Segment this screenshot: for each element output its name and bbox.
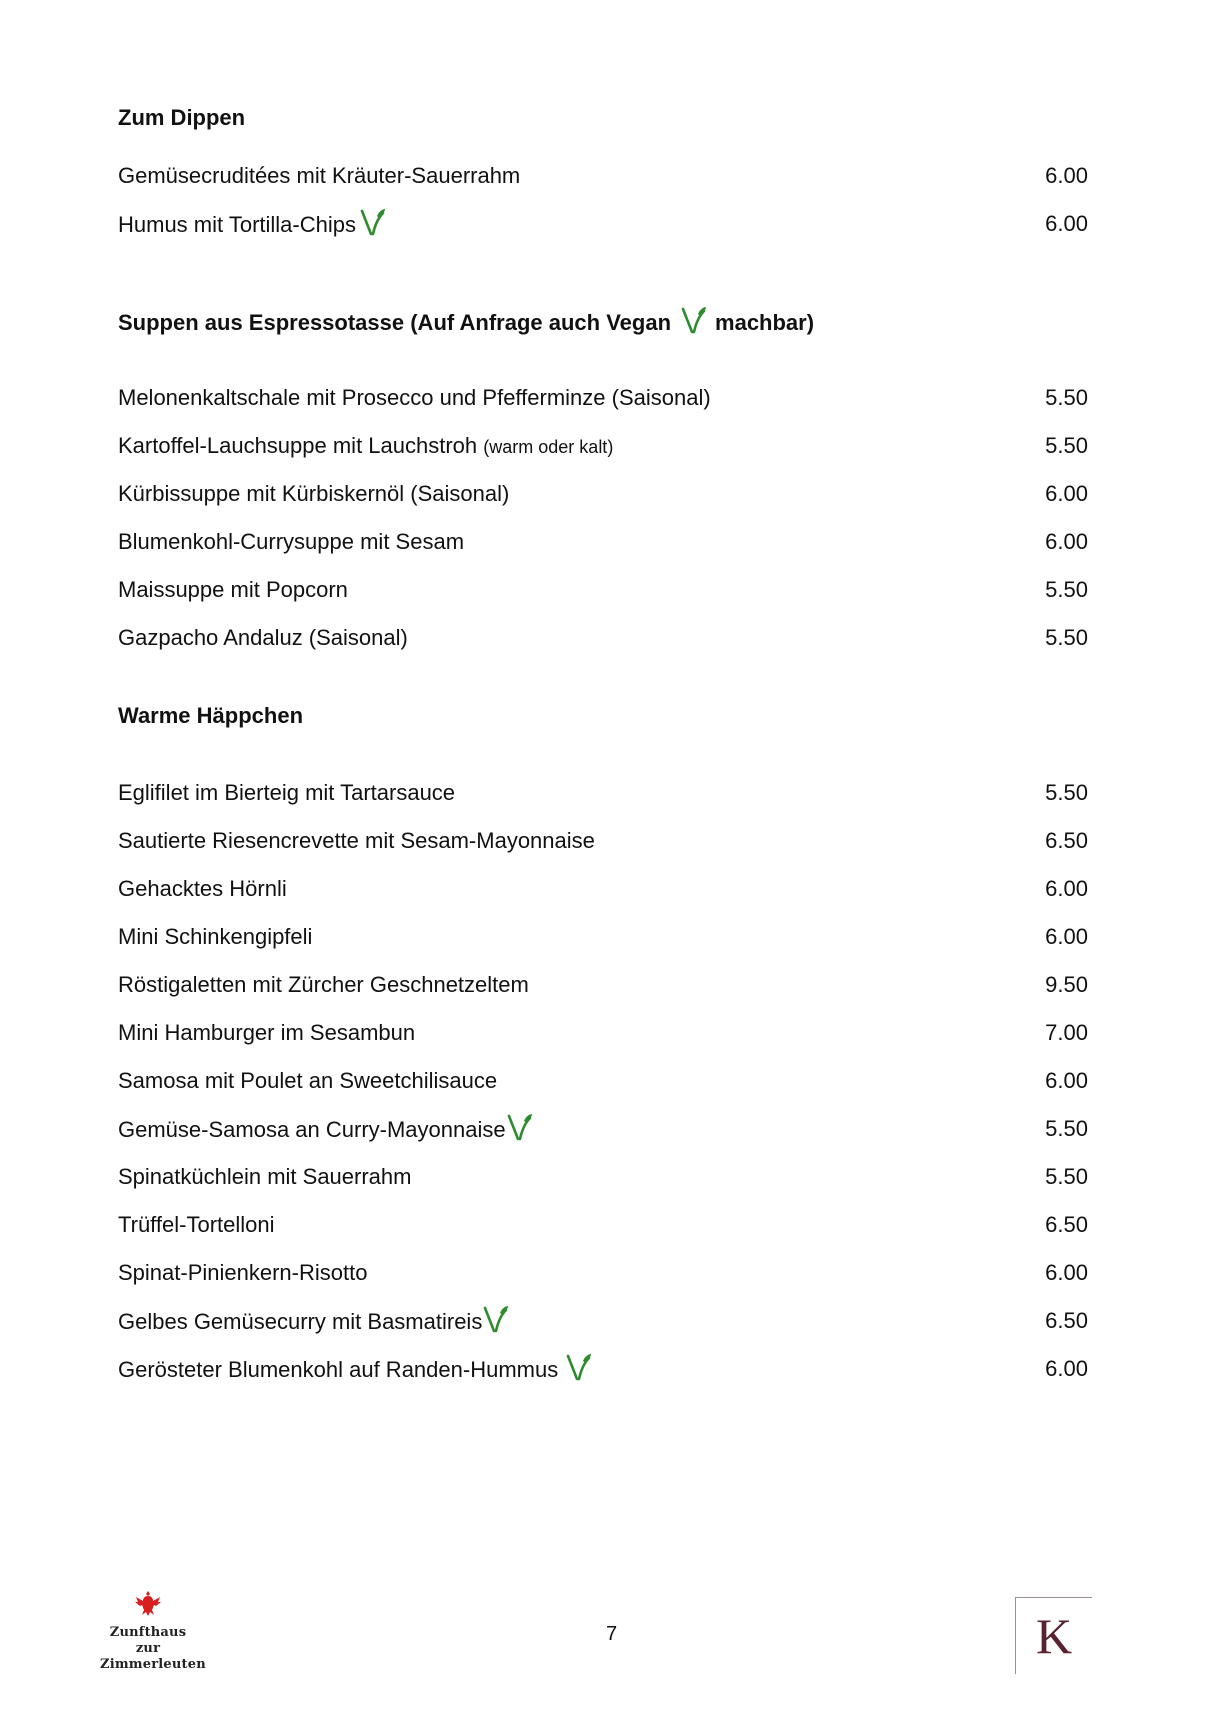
menu-item xyxy=(118,1257,1088,1289)
item-price: 6.50 xyxy=(1045,1212,1088,1237)
menu-item xyxy=(118,478,1088,510)
item-name: Humus mit Tortilla-Chips xyxy=(118,212,356,237)
menu-item xyxy=(118,777,1088,809)
vegan-leaf-icon xyxy=(360,208,386,236)
item-name: Blumenkohl-Currysuppe mit Sesam xyxy=(118,529,465,554)
item-name: Gerösteter Blumenkohl auf Randen-Hummus xyxy=(118,1357,559,1382)
item-name: Kartoffel-Lauchsuppe mit Lauchstroh xyxy=(118,433,478,458)
item-price: 6.00 xyxy=(1045,1356,1088,1381)
logo-text-line3: Zimmerleuten xyxy=(100,1657,206,1672)
menu-item xyxy=(118,1353,1088,1385)
item-price: 5.50 xyxy=(1045,625,1088,650)
item-name: Gazpacho Andaluz (Saisonal) xyxy=(118,625,408,650)
item-price: 5.50 xyxy=(1045,1164,1088,1189)
item-name: Maissuppe mit Popcorn xyxy=(118,577,348,602)
k-logo-letter: K xyxy=(1035,1608,1073,1664)
vegan-leaf-icon xyxy=(566,1353,592,1381)
menu-item xyxy=(118,382,1088,414)
vegan-leaf-icon xyxy=(681,306,707,334)
section-title-suppen xyxy=(118,306,814,337)
menu-item xyxy=(118,160,1088,192)
menu-item xyxy=(118,1305,1088,1337)
item-price: 5.50 xyxy=(1045,433,1088,458)
item-price: 6.00 xyxy=(1045,211,1088,236)
page-number: 7 xyxy=(605,1623,618,1645)
logo-text-line1: Zunfthaus xyxy=(109,1625,187,1640)
menu-item xyxy=(118,430,1088,462)
item-price: 6.50 xyxy=(1045,1308,1088,1333)
menu-item xyxy=(118,969,1088,1001)
item-price: 5.50 xyxy=(1045,577,1088,602)
section-title-dippen: Zum Dippen xyxy=(118,105,246,130)
item-price: 6.00 xyxy=(1045,529,1088,554)
section-title-haeppchen: Warme Häppchen xyxy=(118,703,304,728)
item-name: Samosa mit Poulet an Sweetchilisauce xyxy=(118,1068,498,1093)
menu-item xyxy=(118,1209,1088,1241)
menu-item xyxy=(118,1017,1088,1049)
menu-item xyxy=(118,921,1088,953)
item-name: Gehacktes Hörnli xyxy=(118,876,287,901)
item-name: Spinatküchlein mit Sauerrahm xyxy=(118,1164,412,1189)
menu-item xyxy=(118,526,1088,558)
item-price: 6.50 xyxy=(1045,828,1088,853)
item-price: 6.00 xyxy=(1045,924,1088,949)
section-title-suppen-part1: Suppen aus Espressotasse (Auf Anfrage auch Vegan xyxy=(118,310,672,335)
vegan-leaf-icon xyxy=(483,1305,509,1333)
item-name: Mini Hamburger im Sesambun xyxy=(118,1020,416,1045)
item-price: 7.00 xyxy=(1045,1020,1088,1045)
item-price: 5.50 xyxy=(1045,385,1088,410)
item-price: 5.50 xyxy=(1045,1116,1088,1141)
menu-item xyxy=(118,208,1088,240)
section-title-suppen-part2: machbar) xyxy=(715,310,815,335)
item-note: (warm oder kalt) xyxy=(483,437,614,457)
item-name: Spinat-Pinienkern-Risotto xyxy=(118,1260,368,1285)
item-price: 6.00 xyxy=(1045,163,1088,188)
item-name: Gemüse-Samosa an Curry-Mayonnaise xyxy=(118,1117,506,1142)
item-name: Gemüsecruditées mit Kräuter-Sauerrahm xyxy=(118,163,521,188)
item-price: 5.50 xyxy=(1045,780,1088,805)
eagle-crest-icon xyxy=(100,1588,196,1623)
menu-item xyxy=(118,1161,1088,1193)
item-name: Melonenkaltschale mit Prosecco und Pfefferminze (Saisonal) xyxy=(118,385,711,410)
menu-item xyxy=(118,1065,1088,1097)
item-price: 6.00 xyxy=(1045,876,1088,901)
menu-item xyxy=(118,825,1088,857)
item-price: 6.00 xyxy=(1045,1260,1088,1285)
item-name: Sautierte Riesencrevette mit Sesam-Mayonnaise xyxy=(118,828,595,853)
item-name: Eglifilet im Bierteig mit Tartarsauce xyxy=(118,780,456,805)
item-name: Röstigaletten mit Zürcher Geschnetzeltem xyxy=(118,972,529,997)
menu-item xyxy=(118,1113,1088,1145)
menu-item xyxy=(118,622,1088,654)
logo-text-line2: zur xyxy=(135,1641,161,1656)
item-name: Mini Schinkengipfeli xyxy=(118,924,313,949)
k-logo xyxy=(1015,1597,1092,1674)
item-price: 9.50 xyxy=(1045,972,1088,997)
menu-item xyxy=(118,574,1088,606)
item-price: 6.00 xyxy=(1045,481,1088,506)
vegan-leaf-icon xyxy=(507,1113,533,1141)
item-name: Gelbes Gemüsecurry mit Basmatireis xyxy=(118,1309,483,1334)
menu-item xyxy=(118,873,1088,905)
item-name: Kürbissuppe mit Kürbiskernöl (Saisonal) xyxy=(118,481,510,506)
item-price: 6.00 xyxy=(1045,1068,1088,1093)
item-name: Trüffel-Tortelloni xyxy=(118,1212,275,1237)
